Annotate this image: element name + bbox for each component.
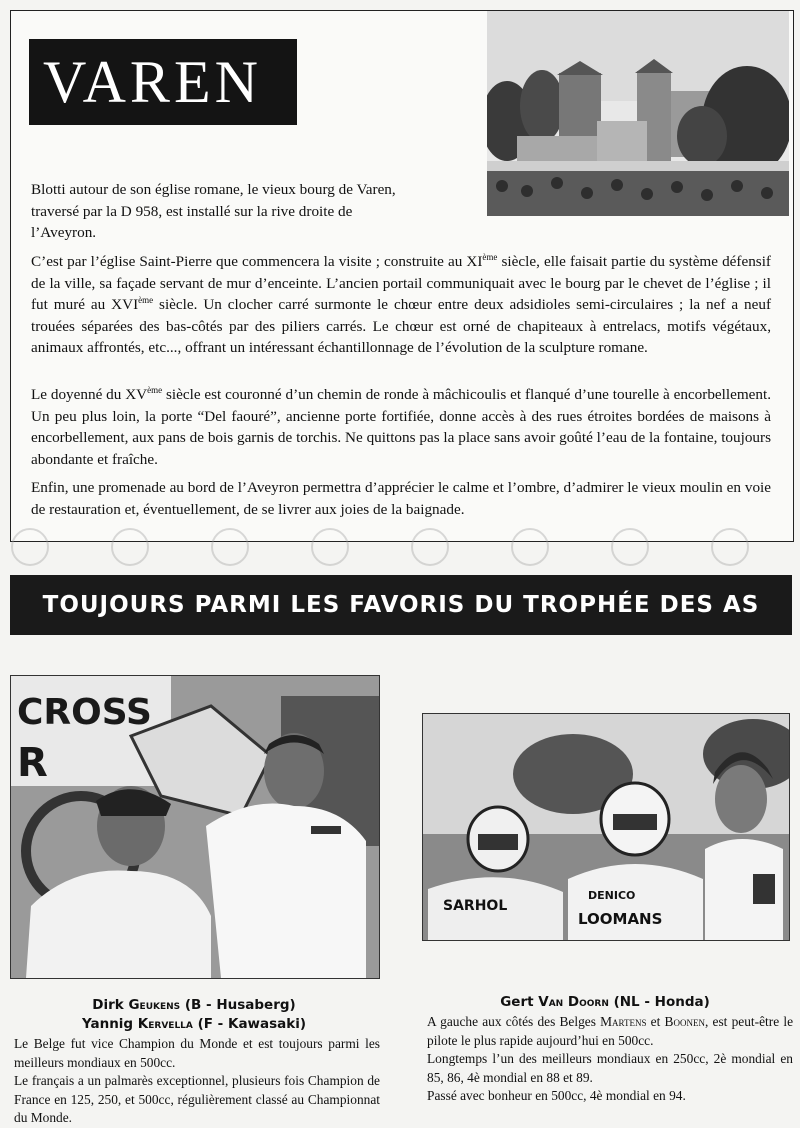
- watermark-strip: [0, 522, 800, 572]
- right-caption-line1: Gert Van Doorn (NL - Honda): [500, 994, 710, 1010]
- right-caption-text3: Passé avec bonheur en 500cc, 4è mondial en 94.: [427, 1088, 686, 1103]
- intro-paragraph: Blotti autour de son église romane, le vieux bourg de Varen, traversé par la D 958, est installé sur la rive droite de l’Aveyron.: [31, 181, 396, 241]
- left-caption-text1: Le Belge fut vice Champion du Monde et est toujours parmi les meilleurs mondiaux en 500cc.: [14, 1036, 380, 1070]
- article-title: VAREN: [29, 39, 297, 125]
- left-caption-line2: Yannig Kervella (F - Kawasaki): [81, 1016, 307, 1032]
- riders-photo-right: [422, 713, 790, 941]
- article-frame: [10, 10, 794, 542]
- jersey-text-1: SARHOL: [443, 898, 508, 914]
- left-caption-text2: Le français a un palmarès exceptionnel, plusieurs fois Champion de France en 125, 250, et 500cc, régulièrement classé au Championnat du Monde.: [14, 1073, 380, 1125]
- section-banner: TOUJOURS PARMI LES FAVORIS DU TROPHÉE DES AS: [10, 575, 792, 635]
- riders-photo-left: [10, 675, 380, 979]
- paragraph-river: Enfin, une promenade au bord de l’Aveyron permettra d’apprécier le calme et l’ombre, d’admirer le vieux moulin en voie de restauration et, éventuellement, de se livrer aux joies de la baignade.: [31, 479, 771, 518]
- paragraph-church: C’est par l’église Saint-Pierre que commencera la visite ; construite au XIème siècle, elle faisait partie du système défensif de la ville, sa façade servant de mur d’enceinte. L’ancien portail communiquait avec le bourg par le chevet de l’église ; il fut muré au XVIème siècle. Un clocher carré surmonte le chœur entre deux adsidioles semi-circulaires ; la nef a neuf trouées séparées des bas-côtés par des piliers carrés. Le chœur est orné de chapiteaux à entrelacs, motifs végétaux, animaux affrontés, etc..., offrant un intéressant échantillonnage de l’évolution de la sculpture romane.: [31, 251, 772, 356]
- sign-letter: R: [17, 740, 48, 786]
- right-caption-text2: Longtemps l’un des meilleurs mondiaux en 250cc, 2è mondial en 85, 86, 4è mondial en 88 et 89.: [427, 1051, 793, 1085]
- right-caption-text1: A gauche aux côtés des Belges Martens et Boonen, est peut-être le pilote le plus rapide aujourd’hui en 500cc.: [427, 1014, 794, 1048]
- paragraph-deanery: Le doyenné du XVème siècle est couronné d’un chemin de ronde à mâchicoulis et flanqué d’une tourelle à encorbellement. Un peu plus loin, la porte “Del faouré”, ancienne porte fortifiée, donne accès à des rues étroites bordées de maisons à encorbellement, aux pans de bois garnis de torchis. Ne quittons pas la place sans avoir goûté l’eau de la fontaine, toujours abondante et fraîche.: [31, 384, 771, 468]
- left-caption-line1: Dirk Geukens (B - Husaberg): [92, 997, 296, 1013]
- jersey-text-2: LOOMANS: [578, 910, 663, 928]
- sign-text: CROSS: [17, 692, 152, 733]
- castle-photo: [487, 11, 789, 216]
- jersey-text-3: DENICO: [588, 889, 636, 902]
